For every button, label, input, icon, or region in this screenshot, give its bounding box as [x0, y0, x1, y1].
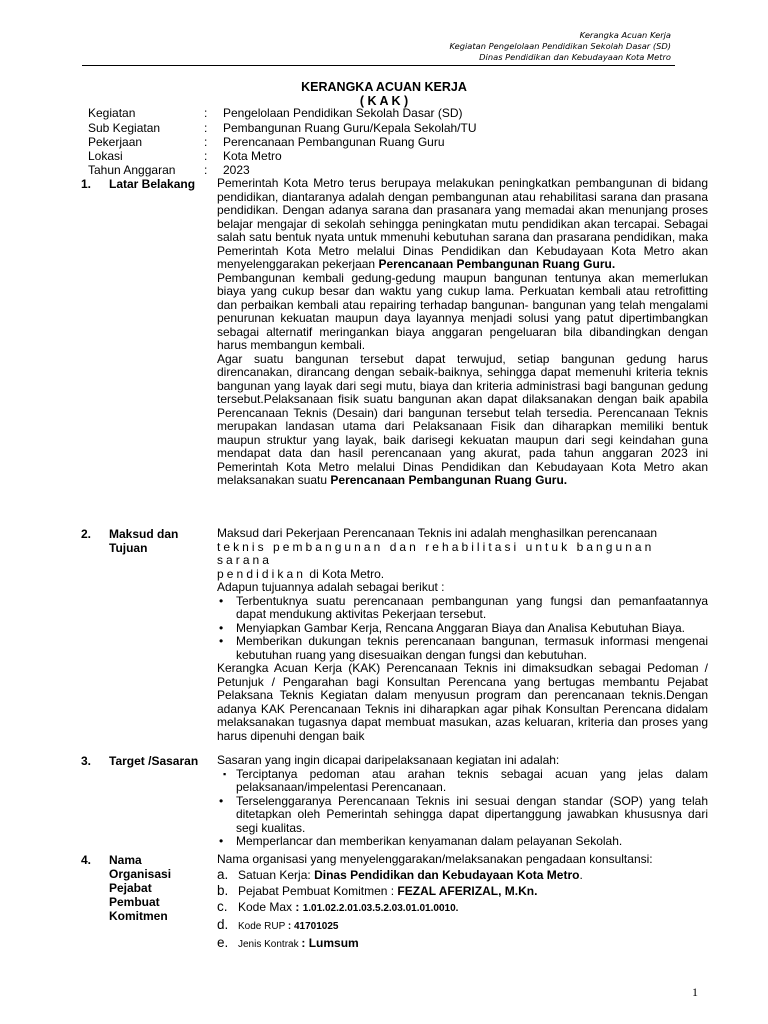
section-4-label-line: Pejabat	[109, 881, 152, 895]
list-marker: e.	[217, 934, 229, 950]
section-1-text: Agar suatu bangunan tersebut dapat terwujud, setiap bangunan gedung harus direncanakan, dirancang dengan sebaik-baiknya, sehingga dapat memenuhi kriteria teknis bangunan yang layak dari segi mutu, biaya dan kriteria administrasi bagi bangunan gedung tersebut.Pelaksanaan fisik suatu bangunan akan dapat dilaksanakan dengan baik apabila Perencanaan Teknis (Desain) dari bangunan tersebut telah tersedia. Perencanaan Teknis merupakan landasan utama dari Pelaksanaan Fisik dan diharapkan memiliki bentuk maupun struktur yang layak, baik darisegi kekuatan maupun dari segi keindahan guna mendapat data dan hasil perencanaan yang akurat, pada tahun anggaran 2023 ini Pemerintah Kota Metro melalui Dinas Pendidikan dan Kebudayaan Kota Metro akan melaksanakan suatu	[217, 351, 708, 487]
list-item	[217, 899, 708, 917]
section-2-line-3	[217, 568, 708, 582]
section-2-label-line-1: Maksud dan	[109, 527, 179, 541]
info-colon: :	[204, 121, 208, 135]
section-3-bullet-list	[217, 795, 708, 849]
info-colon: :	[204, 135, 208, 149]
section-1-body	[217, 177, 708, 488]
section-2-number: 2.	[81, 527, 92, 541]
list-bold-value: FEZAL AFERIZAL, M.Kn.	[397, 883, 538, 898]
section-2-line-2: teknis pembangunan dan rehabilitasi untuk bangunan sarana	[217, 539, 655, 567]
info-label-lokasi: Lokasi	[88, 149, 123, 163]
section-4-label-line: Pembuat	[109, 895, 160, 909]
section-2-text: di Kota Metro.	[306, 566, 385, 581]
header-line-2: Kegiatan Pengelolaan Pendidikan Sekolah Dasar (SD)	[449, 41, 671, 51]
section-3-body	[217, 754, 708, 849]
section-1-paragraph-2: Pembangunan kembali gedung-gedung maupun bangunan tentunya akan memerlukan biaya yang cukup besar dan waktu yang cukup lama. Perkuatan kembali atau retrofitting dan perbaikan kembali atau repairing terhadap bangunan- bangunan yang telah mengalami penurunan kekuatan maupun daya layannya menjadi solusi yang patut dipertimbangkan sebagai alternatif meringankan biaya anggaran pengeluaran bila dibandingkan dengan harus membangun kembali.	[217, 270, 708, 352]
section-1-paragraph-3	[217, 353, 708, 488]
header-divider	[82, 65, 675, 66]
section-4-intro: Nama organisasi yang menyelenggarakan/melaksanakan pengadaan konsultansi:	[217, 852, 653, 866]
running-header	[449, 30, 671, 63]
list-marker: a.	[217, 866, 229, 882]
list-bold-value: :	[295, 899, 303, 914]
section-4-body	[217, 853, 708, 953]
section-1-text: Pemerintah Kota Metro terus berupaya melakukan peningkatkan pembangunan di bidang pendidikan, diantaranya adalah dengan pembangunan atau rehabilitasi sarana dan prasana pendidikan. Dengan adanya sarana dan prasanara yang memadai akan menunjang proses belajar mengajar di sekolah sehingga peningkatan mutu pendidikan akan tercapai. Sebagai salah satu bentuk nyata untuk mmenuhi kebutuhan sarana dan prasarana pendidikan, maka Pemerintah Kota Metro melalui Dinas Pendidikan dan Kebudayaan Kota Metro akan menyelenggarakan pekerjaan	[217, 176, 708, 271]
section-3-label: Target /Sasaran	[109, 754, 199, 768]
list-bold-value: : 41701025	[287, 920, 339, 932]
section-2-body	[217, 527, 708, 743]
section-2-line-1: Maksud dari Pekerjaan Perencanaan Teknis ini adalah menghasilkan perencanaan	[217, 526, 658, 540]
header-line-3: Dinas Pendidikan dan Kebudayaan Kota Metro	[479, 52, 671, 62]
list-bold-value: Dinas Pendidikan dan Kebudayaan Kota Metro	[314, 867, 580, 882]
list-bold-value: : Lumsum	[301, 935, 359, 950]
list-text: Kode RUP	[238, 920, 288, 932]
list-text: Pejabat Pembuat Komitmen :	[238, 883, 398, 898]
list-text: Satuan Kerja:	[238, 867, 315, 882]
header-line-1: Kerangka Acuan Kerja	[579, 30, 671, 40]
section-1-paragraph-1	[217, 177, 708, 272]
section-3-square-list	[217, 768, 708, 795]
section-1-label: Latar Belakang	[109, 177, 196, 191]
section-4-label-line: Nama	[109, 853, 142, 867]
list-bold-value: 1.01.02.2.01.03.5.2.03.01.01.0010.	[302, 902, 459, 914]
section-3-number: 3.	[81, 754, 92, 768]
info-value-sub-kegiatan: Pembangunan Ruang Guru/Kepala Sekolah/TU	[223, 121, 477, 135]
list-marker: c.	[217, 898, 228, 914]
list-text: Jenis Kontrak	[238, 938, 302, 950]
page-number: 1	[692, 985, 698, 999]
info-value-lokasi: Kota Metro	[223, 149, 282, 163]
info-value-pekerjaan: Perencanaan Pembangunan Ruang Guru	[223, 135, 445, 149]
section-2-paragraph: Kerangka Acuan Kerja (KAK) Perencanaan Teknis ini dimaksudkan sebagai Pedoman / Petunjuk / Pengarahan bagi Konsultan Perencana yang bertugas membantu Pejabat Pelaksana Teknis Kegiatan dalam menyusun program dan perencanaan teknis.Dengan adanya KAK Perencanaan Teknis ini diharapkan agar pihak Konsultan Perencana didalam melaksanakan tugasnya dapat membuat masukan, azas keluaran, kriteria dan proses yang harus dipenuhi dengan baik	[217, 661, 708, 743]
list-item	[217, 883, 708, 899]
list-item: ▪ Terciptanya pedoman atau arahan teknis sebagai acuan yang jelas dalam pelaksanaan/impelentasi Perencanaan.	[217, 768, 708, 795]
section-4-label-line: Organisasi	[109, 867, 172, 881]
info-label-sub-kegiatan: Sub Kegiatan	[88, 121, 161, 135]
section-4-number: 4.	[81, 853, 92, 867]
section-1-bold-text: Perencanaan Pembangunan Ruang Guru.	[330, 473, 568, 487]
list-item	[217, 867, 708, 883]
info-value-tahun-anggaran: 2023	[223, 163, 250, 177]
info-label-kegiatan: Kegiatan	[88, 106, 136, 120]
section-3-intro: Sasaran yang ingin dicapai daripelaksanaan kegiatan ini adalah:	[217, 753, 560, 767]
section-1-bold-text: Perencanaan Pembangunan Ruang Guru.	[378, 257, 616, 271]
info-colon: :	[204, 106, 208, 120]
list-marker: d.	[217, 916, 229, 932]
list-item: • Memperlancar dan memberikan kenyamanan dalam pelayanan Sekolah.	[217, 835, 708, 849]
list-marker: b.	[217, 882, 229, 898]
section-2-bullet-list	[217, 595, 708, 663]
info-colon: :	[204, 149, 208, 163]
document-subtitle: ( K A K )	[359, 94, 409, 108]
list-item: • Memberikan dukungan teknis perencanaan bangunan, termasuk informasi mengenai kebutuhan ruang yang disesuaikan dengan fungsi dan kebutuhan.	[217, 635, 708, 662]
list-text: Kode Max	[238, 899, 296, 914]
section-2-intro: Adapun tujuannya adalah sebagai berikut :	[217, 580, 445, 594]
list-item	[217, 917, 708, 935]
section-1-number: 1.	[81, 177, 92, 191]
list-text: .	[579, 867, 583, 882]
list-item: • Terbentuknya suatu perencanaan pembangunan yang fungsi dan pemanfaatannya dapat mendukung aktivitas Pekerjaan tersebut.	[217, 595, 708, 622]
info-label-tahun-anggaran: Tahun Anggaran	[88, 163, 176, 177]
list-item: • Menyiapkan Gambar Kerja, Rencana Anggaran Biaya dan Analisa Kebutuhan Biaya.	[217, 622, 708, 636]
section-4-label-line: Komitmen	[109, 909, 168, 923]
section-4-alpha-list	[217, 867, 708, 953]
list-item: • Terselenggaranya Perencanaan Teknis ini sesuai dengan standar (SOP) yang telah ditetapkan oleh Pemerintah sehingga dapat dipertanggung jawabkan khususnya dari segi kualitas.	[217, 795, 708, 836]
info-label-pekerjaan: Pekerjaan	[88, 135, 143, 149]
info-value-kegiatan: Pengelolaan Pendidikan Sekolah Dasar (SD)	[223, 106, 463, 120]
list-item	[217, 935, 708, 953]
section-2-label-line-2: Tujuan	[109, 541, 148, 555]
section-2-spaced-text: pendidikan	[217, 566, 307, 581]
document-title: KERANGKA ACUAN KERJA	[301, 80, 467, 94]
info-colon: :	[204, 163, 208, 177]
